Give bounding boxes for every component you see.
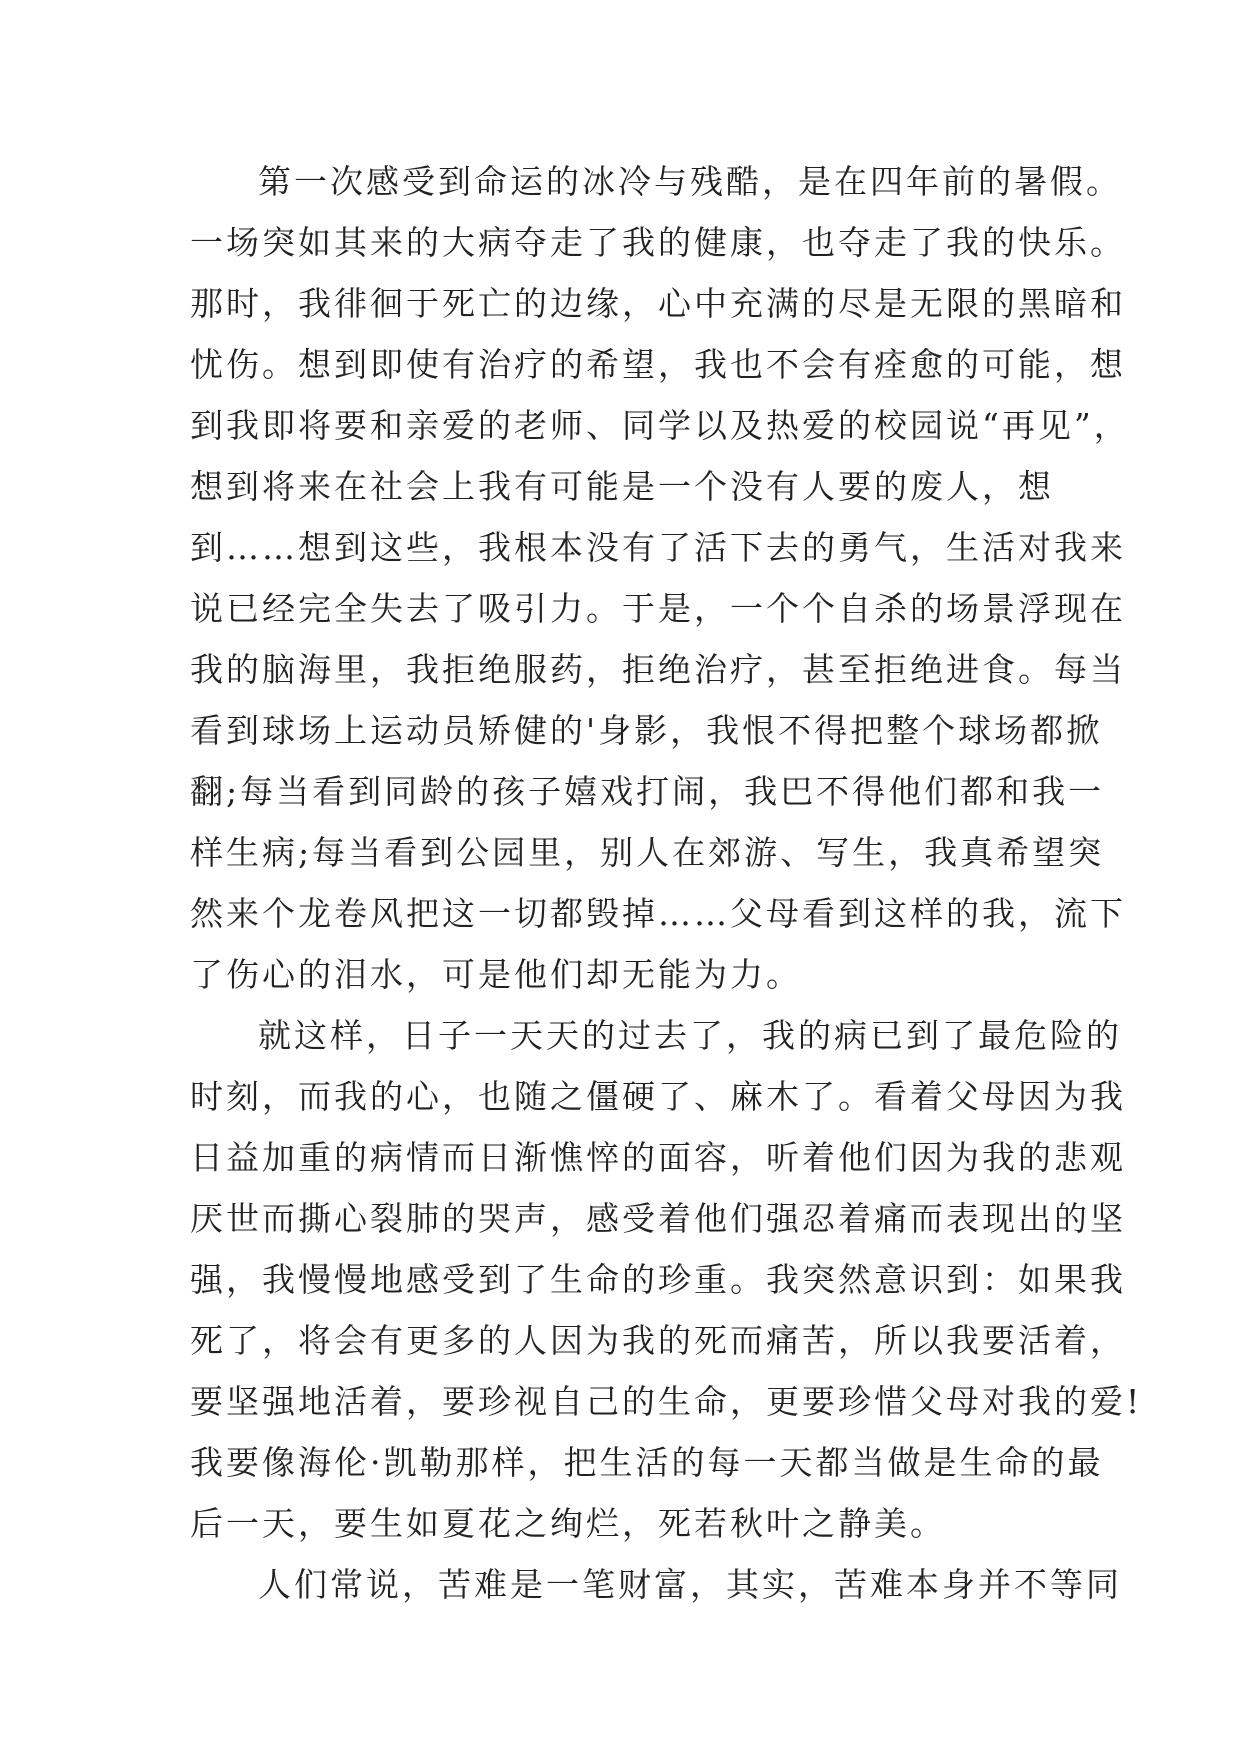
document-body — [190, 151, 1143, 1615]
paragraph-line: 我的脑海里，我拒绝服药，拒绝治疗，甚至拒绝进食。每当 — [190, 650, 1126, 689]
paragraph-line: 我要像海伦·凯勒那样，把生活的每一天都当做是生命的最 — [190, 1443, 1104, 1482]
paragraph-line: 翻;每当看到同龄的孩子嬉戏打闹，我巴不得他们都和我一 — [190, 772, 1105, 811]
paragraph-line: 要坚强地活着，要珍视自己的生命，更要珍惜父母对我的爱! — [190, 1382, 1143, 1421]
paragraph-line: 忧伤。想到即使有治疗的希望，我也不会有痊愈的可能，想 — [190, 345, 1126, 384]
paragraph-line: 人们常说，苦难是一笔财富，其实，苦难本身并不等同 — [258, 1565, 1122, 1604]
paragraph-line: 说已经完全失去了吸引力。于是，一个个自杀的场景浮现在 — [190, 589, 1126, 628]
paragraph — [190, 1554, 1122, 1615]
paragraph-line: 到……想到这些，我根本没有了活下去的勇气，生活对我来 — [190, 528, 1126, 567]
paragraph-line: 想到将来在社会上我有可能是一个没有人要的废人，想 — [190, 467, 1054, 506]
paragraph-line: 强，我慢慢地感受到了生命的珍重。我突然意识到：如果我 — [190, 1260, 1126, 1299]
paragraph-line: 了伤心的泪水，可是他们却无能为力。 — [190, 955, 802, 994]
paragraph — [190, 1005, 1143, 1554]
paragraph-line: 第一次感受到命运的冰冷与残酷，是在四年前的暑假。 — [258, 162, 1122, 201]
paragraph — [190, 151, 1130, 1005]
paragraph-line: 然来个龙卷风把这一切都毁掉……父母看到这样的我，流下 — [190, 894, 1126, 933]
paragraph-line: 一场突如其来的大病夺走了我的健康，也夺走了我的快乐。 — [190, 223, 1126, 262]
paragraph-line: 到我即将要和亲爱的老师、同学以及热爱的校园说“再见”， — [190, 406, 1130, 445]
paragraph-line: 就这样，日子一天天的过去了，我的病已到了最危险的 — [258, 1016, 1122, 1055]
paragraph-line: 样生病;每当看到公园里，别人在郊游、写生，我真希望突 — [190, 833, 1105, 872]
paragraph-line: 时刻，而我的心，也随之僵硬了、麻木了。看着父母因为我 — [190, 1077, 1126, 1116]
paragraph-line: 厌世而撕心裂肺的哭声，感受着他们强忍着痛而表现出的坚 — [190, 1199, 1126, 1238]
paragraph-line: 死了，将会有更多的人因为我的死而痛苦，所以我要活着， — [190, 1321, 1126, 1360]
paragraph-line: 后一天，要生如夏花之绚烂，死若秋叶之静美。 — [190, 1504, 946, 1543]
paragraph-line: 那时，我徘徊于死亡的边缘，心中充满的尽是无限的黑暗和 — [190, 284, 1126, 323]
paragraph-line: 日益加重的病情而日渐憔悴的面容，听着他们因为我的悲观 — [190, 1138, 1126, 1177]
paragraph-line: 看到球场上运动员矫健的'身影，我恨不得把整个球场都掀 — [190, 711, 1103, 750]
